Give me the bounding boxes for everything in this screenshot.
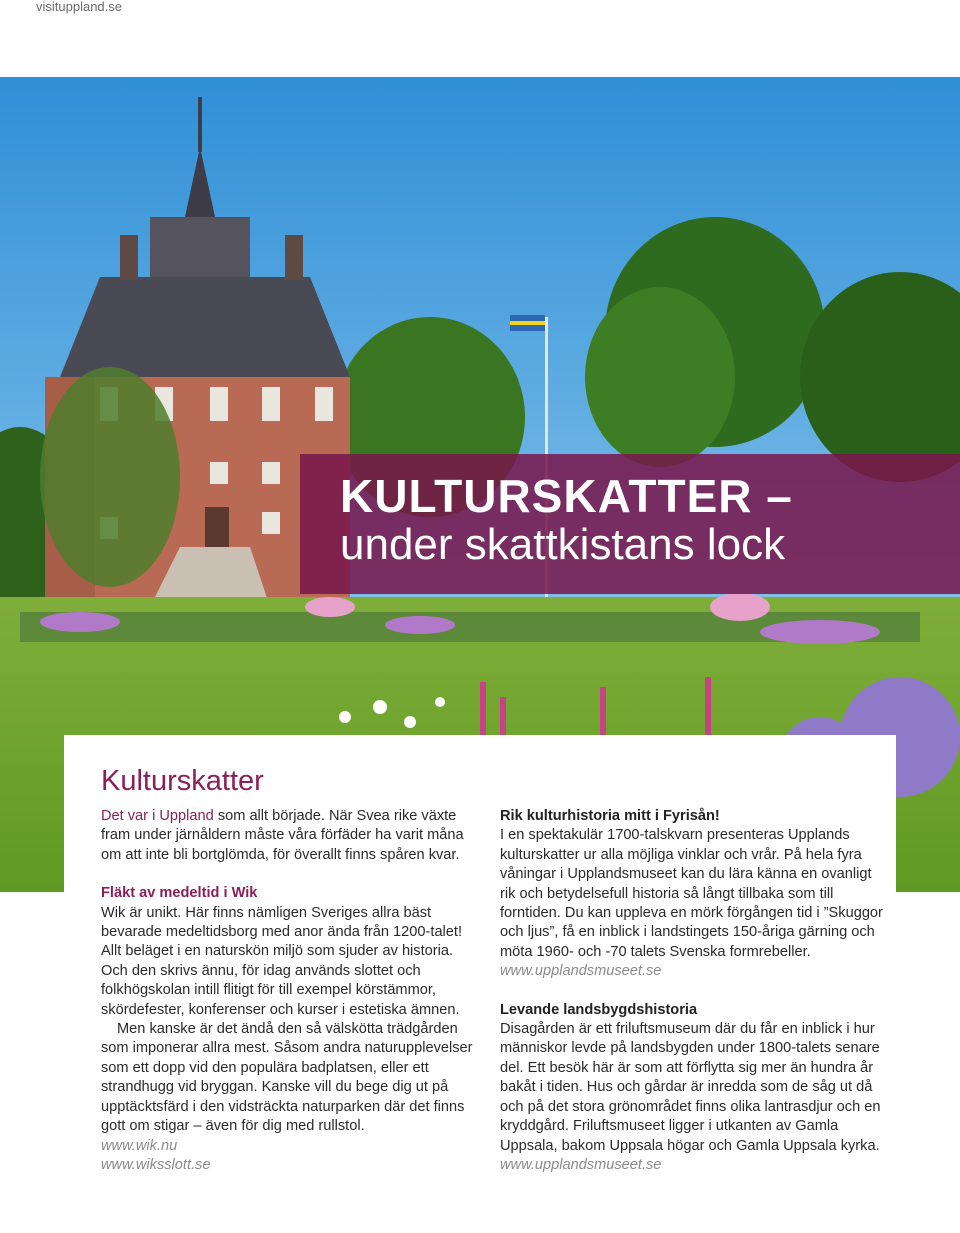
- section-title: Kulturskatter: [101, 765, 264, 797]
- intro-emphasis: Det var i Uppland: [101, 808, 214, 824]
- fyrisan-paragraph: I en spektakulär 1700-talskvarn presenteras Upplands kulturskatter ur alla möjliga vinklar och vrår. På hela fyra våningar i Upplandsmuseet kan du lära känna en ovanligt rik och betydelsefull historia så långt tillbaka som till forntiden. Du kan uppleva en mörk förgången tid i ”Skuggor och ljus”, få en inblick i landstingets 150-åriga gärning och möta 1960- och -70 talets Svenska formrebeller.: [500, 827, 883, 960]
- wik-heading: Fläkt av medeltid i Wik: [101, 885, 258, 902]
- fyrisan-link[interactable]: www.upplandsmuseet.se: [500, 963, 662, 980]
- banner-title: KULTURSKATTER –: [340, 470, 793, 522]
- wik-link-1[interactable]: www.wik.nu: [101, 1137, 178, 1154]
- title-banner: [300, 454, 960, 594]
- landsbygd-link[interactable]: www.upplandsmuseet.se: [500, 1156, 662, 1173]
- landsbygd-paragraph: Disagården är ett friluftsmuseum där du får en inblick i hur människor levde på landsbygden under 1800-talets senare del. Ett besök här är som att förflytta sig mer än hundra år bakåt i tiden. Hus och gårdar är inredda som de såg ut då och på det stora grönområdet finns olika lantrasdjur och en kryddgård. Friluftsmuseet ligger i utkanten av Gamla Uppsala, bakom Uppsala högar och Gamla Uppsala kyrka.: [500, 1021, 881, 1154]
- landsbygd-heading: Levande landsbygdshistoria: [500, 1001, 698, 1018]
- banner-subtitle: under skattkistans lock: [340, 520, 786, 569]
- intro-paragraph: [101, 807, 481, 865]
- fyrisan-heading: Rik kulturhistoria mitt i Fyrisån!: [500, 808, 720, 824]
- wik-paragraph-2: Men kanske är det ändå den så välskötta trädgården som imponerar allra mest. Såsom andra naturupplevelser som ett dopp vid den populära badplatsen, eller ett strandhugg vid bryggan. Kanske vill du bege dig ut på upptäcktsfärd i den vidsträckta naturparken där det finns gott om stigar – även för dig med rullstol.: [101, 1021, 473, 1135]
- wik-link-2[interactable]: www.wiksslott.se: [101, 1156, 211, 1173]
- site-url[interactable]: visituppland.se: [36, 0, 122, 14]
- right-column: [500, 807, 885, 1175]
- article-content: [64, 735, 896, 1233]
- left-column: [101, 763, 481, 1175]
- intro-text: som allt började. När Svea rike växte fram under järnåldern måste våra förfäder ha varit måna om att inte bli bortglömda, för överallt finns spåren kvar.: [101, 808, 464, 863]
- wik-paragraph-1: Wik är unikt. Här finns nämligen Sveriges allra bäst bevarade medeltidsborg med anor ända från 1200-talet! Allt beläget i en naturskön miljö som sjuder av historia. Och den skrivs ännu, för idag används slottet och folkhögskolan intill flitigt för till exempel körstämmor, skördefester, konferenser och kurser i estetiska ämnen.: [101, 904, 463, 1018]
